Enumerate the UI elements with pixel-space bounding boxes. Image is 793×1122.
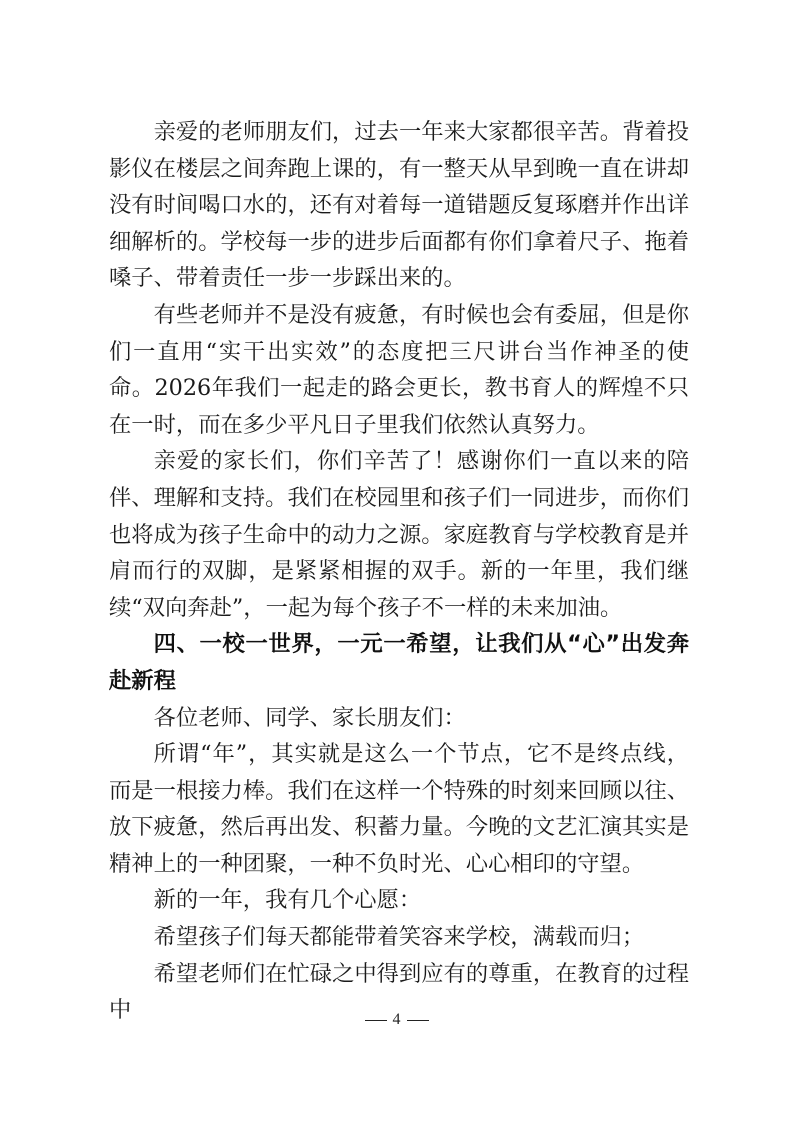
footer-dash-left (365, 1020, 387, 1021)
page-number: 4 (392, 1011, 401, 1028)
section-heading: 四、一校一世界，一元一希望，让我们从“心”出发奔赴新程 (109, 631, 689, 694)
paragraph-thanks-teachers: 亲爱的老师朋友们，过去一年来大家都很辛苦。背着投影仪在楼层之间奔跑上课的，有一整天从早到晚一直在讲却没有时间喝口水的，还有对着每一道错题反复琢磨并作出详细解析的。学校每一步的进步后面都有你们拿着尺子、拖着嗓子、带着责任一步一步踩出来的。 (109, 119, 689, 292)
paragraph-salutation: 各位老师、同学、家长朋友们： (153, 704, 466, 731)
paragraph-thanks-parents: 亲爱的家长们，你们辛苦了！感谢你们一直以来的陪伴、理解和支持。我们在校园里和孩子们一同进步，而你们也将成为孩子生命中的动力之源。家庭教育与学校教育是并肩而行的双脚，是紧紧相握的双手。新的一年里，我们继续“双向奔赴”，一起为每个孩子不一样的未来加油。 (109, 448, 689, 621)
footer-dash-right (407, 1020, 429, 1021)
paragraph-new-year-meaning: 所谓“年”，其实就是这么一个节点，它不是终点线，而是一根接力棒。我们在这样一个特殊的时刻来回顾以往、放下疲惫，然后再出发、积蓄力量。今晚的文艺汇演其实是精神上的一种团聚，一种不负时光、心心相印的守望。 (109, 741, 689, 877)
paragraph-teacher-commitment: 有些老师并不是没有疲惫，有时候也会有委屈，但是你们一直用“实干出实效”的态度把三尺讲台当作神圣的使命。2026年我们一起走的路会更长，教书育人的辉煌不只在一时，而在多少平凡日子里我们依然认真努力。 (109, 301, 689, 438)
paragraph-wish-students: 希望孩子们每天都能带着笑容来学校，满载而归； (153, 924, 645, 951)
paragraph-wishes-intro: 新的一年，我有几个心愿： (153, 887, 422, 914)
paragraph-wish-teachers: 希望老师们在忙碌之中得到应有的尊重，在教育的过程中 (109, 960, 689, 1024)
page-body (109, 114, 689, 1029)
page-footer (0, 1010, 793, 1030)
